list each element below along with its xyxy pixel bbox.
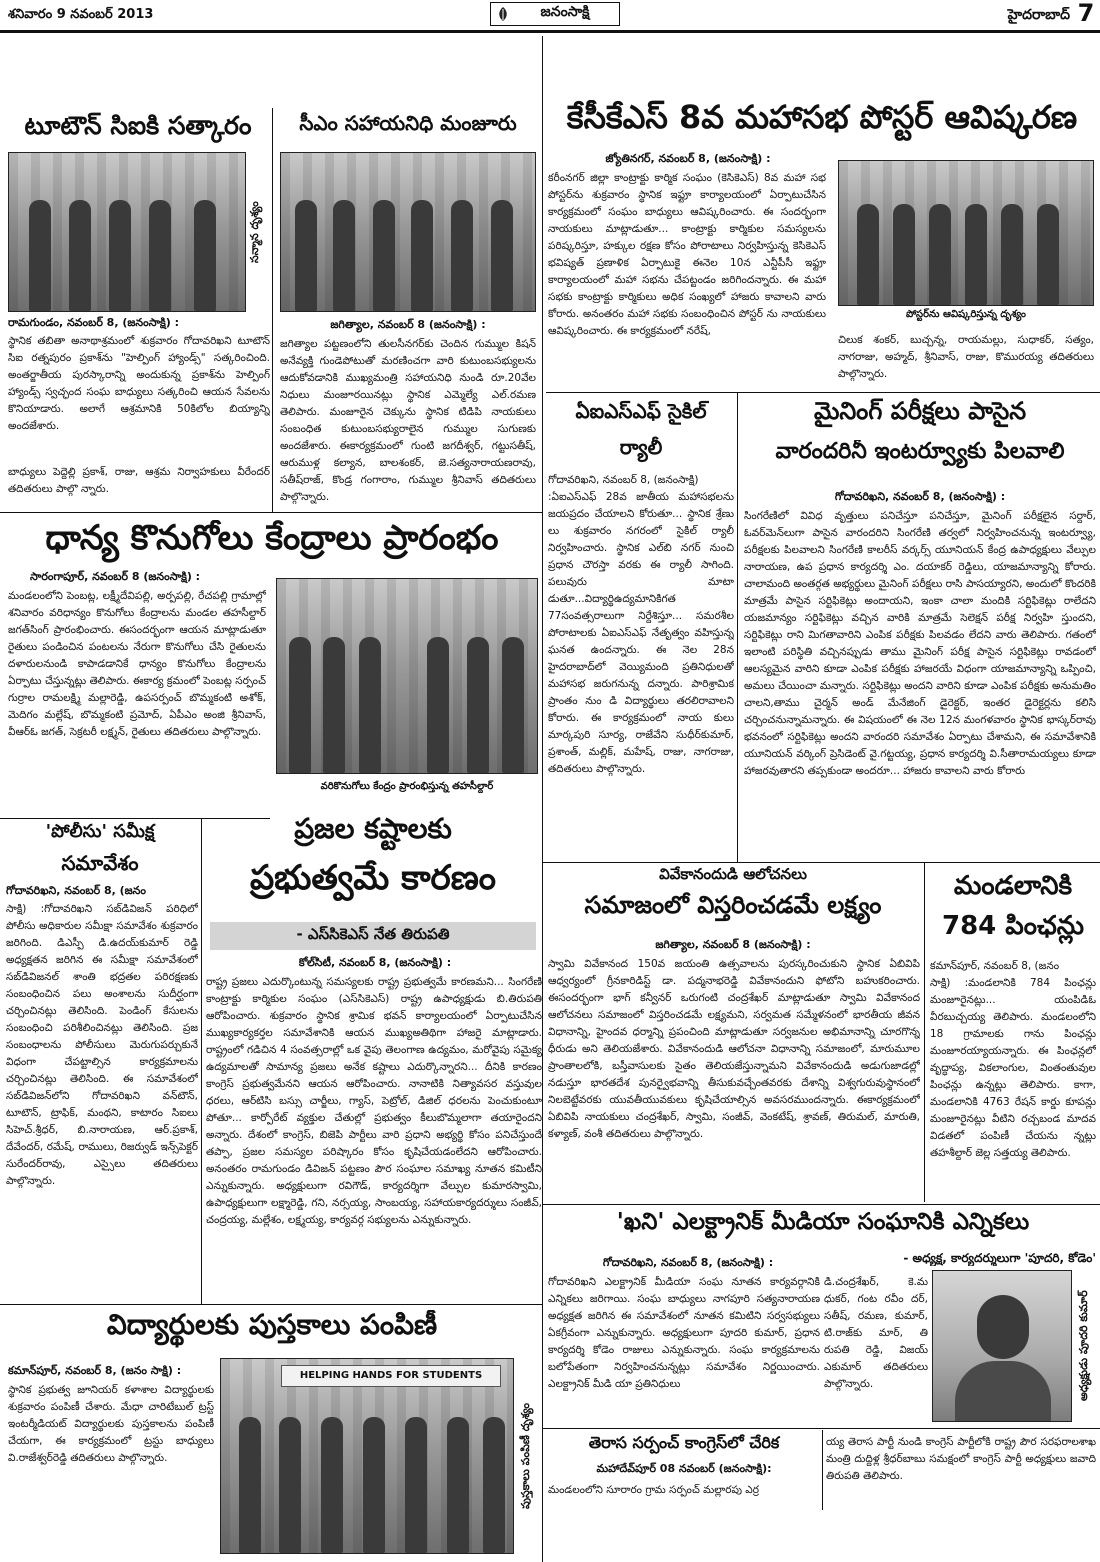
- a13-divider: [822, 1430, 823, 1510]
- a2-photo: [280, 152, 536, 312]
- a1-body: స్థానిక తబితా అనాథాశ్రమంలో శుక్రవారం గోదావరిఖని టూటౌన్ సిఐ రత్నపురం ప్రకాశ్‌ను "హెల్పింగ్ హ్యాండ్స్‌" సత్కరించింది. అంతర్జాతీయ పురస్కారాన్ని అందుకున్న ప్రకాశ్‌ను హెల్పింగ్ హ్యాండ్స్ స్వచ్ఛంద సంఘ బాధ్యులు సత్కరించి ఆయన సేవలను కొనియాడారు. అలాగే ఆశ్రమానికి 50కిలోల బియ్యాన్ని అందజేశారు.: [8, 335, 270, 432]
- a2-body: జగిత్యాల పట్టణంలోని తులసీనగర్‌కు చెందిన గుమ్ముల కిషన్ అనేవ్యక్తి గుండెపోటుతో మరణించగా వారి కుటుంబసభ్యులను ఆదుకోవడానికి ముఖ్యమంత్రి సహాయనిధి నుండి రూ.20వేల నిధులు మంజూరయినట్లు స్థానిక ఎమ్మెల్యే ఎల్.రమణ తెలిపారు. మంజూరైన చెక్కును స్థానిక టిడిపి నాయకులు సంబంధిత కుటుంబసభ్యురాలైన గుమ్ముల సుగుణకు అందజేశారు. ఈకార్యక్రమంలో గుంటి జగదీశ్వర్, గట్టుసతీష్, ఆరుముళ్ల కల్యాన, బాలశంకర్, జె.సత్యనారాయణరావు, సతీష్‌రాజ్, కొండ్ర గంగారాం, గుమ్ముల శ్రీనివాస్ తదితరులు పాల్గొన్నారు.: [280, 338, 536, 503]
- logo-leaf-icon: [495, 6, 511, 22]
- a13-body: మండలంలోని సూరారం గ్రామ సర్పంచ్ మల్లారపు ఎర్ర: [548, 1484, 760, 1496]
- a7-headline-line-2: సమావేశం: [61, 852, 139, 875]
- a3-bottom-rule: [546, 392, 1100, 393]
- a2-headline: సీఎం సహాయనిధి మంజూరు: [299, 112, 517, 135]
- a8-divider: [542, 862, 543, 1562]
- a7-divider: [201, 818, 202, 1304]
- a4-divider: [737, 392, 738, 862]
- a10-bottom-rule: [543, 1204, 1100, 1205]
- a6-dateline: సారంగాపూర్, నవంబర్ 8 (జనంసాక్షి) :: [30, 570, 201, 583]
- a6-photo-caption: వరికొనుగోలు కేంద్రం ప్రారంభిస్తున్న తహసీల్దార్: [320, 781, 494, 792]
- logo-text: జనంసాక్షి: [540, 5, 590, 20]
- masthead-logo: [490, 2, 620, 26]
- a10-headline-line-2: 784 పింఛన్లు: [941, 912, 1084, 941]
- a8-dateline: కోల్‌సిటీ, నవంబర్ 8, (జనంసాక్షి) :: [298, 956, 452, 969]
- a8-headline-line-1: ప్రజల కష్టాలకు: [294, 814, 452, 845]
- a11-bottom-rule: [543, 1428, 1100, 1429]
- a3-body-2: చిలుక శంకర్, బుచ్చన్న, రాయమల్లు, సుధాకర్, సత్యం, నాగరాజు, అహ్మద్, శ్రీనివాస్, రాజు, కొమురయ్య తదితరులు పాల్గొన్నారు.: [838, 334, 1094, 380]
- a7-dateline: గోదావరిఖని, నవంబర్ 8, (జనం: [6, 884, 146, 897]
- a11-body: గోదావరిఖని ఎలక్ట్రానిక్ మీడియా సంఘ నూతన కార్యవర్గానికి ఎన్నికలు జరిగాయి. సంఘ బాధ్యులు నాగపూరి సత్యనారాయణ అధ్యక్షత జరిగిన ఈ సమావేశంలో నూతన కమిటిని సర్వసభ్యులు ఏకగ్రీవంగా ఎన్నుకున్నారు. అధ్యక్షులుగా పూదరి కుమార్, ప్రధాన కార్యదర్శి కోడెం రాజులు ఎన్నుకున్నారు. సంఘ కార్యక్రమాలను బలోపేతంగా నిర్వహించనున్నట్లు సమావేశం నిర్ణయించారు. ఎలక్ట్రానిక్ మీడి యా ప్రతినిధులు: [548, 1276, 820, 1390]
- a9-headline: సమాజంలో విస్తరించడమే లక్ష్యం: [584, 892, 882, 919]
- a12-dateline: కమాన్‌పూర్, నవంబర్ 8, (జనం సాక్షి) :: [8, 1364, 182, 1377]
- a10-body: సాక్షి) :మండలానికి 784 పింఛన్లు మంజూరైనట్లు... యంపిడిఓ వీరబుచ్చయ్య తెలిపారు. మండలంలోని 18 గ్రామాలకు గాను పింఛన్లు మంజూరయ్యాయన్నారు. ఈ పింఛన్లలో వృద్ధాప్య, వికలాంగుల, వింతంతువుల పింఛన్లు ఉన్నట్లు తెలిపారు. కాగా, మండలానికి 4763 రేషన్ కార్డు కూపన్లు మంజూరైనట్లు వీటిని రచ్చబండ మాదవ విడతలో పంపిణీ చేయను న్నట్లు తహశీల్దార్ జెల్ల సత్తయ్య తెలిపారు.: [930, 977, 1096, 1159]
- a9-dateline: జగిత్యాల, నవంబర్ 8 (జనంసాక్షి) :: [655, 938, 811, 951]
- a8-headline-line-2: ప్రభుత్వమే కారణం: [249, 860, 497, 898]
- a4-body: :ఏఐఎస్ఎఫ్ 28వ జాతీయ మహాసభలను జయప్రదం చేయాలని కోరుతూ... స్థానిక శ్రేణు లు శుక్రవారం నగరంలో సైకిల్ ర్యాలీ నిర్వహించారు. స్థానిక ఎల్‌బి నగర్ నుంచి ప్రధాన చౌరస్తా వరకు ఈ ర్యాలీ సాగింది. పలువురు మాటా డుతూ...విద్యార్థిఉద్యమానికిగత 77సంవత్సరాలుగా నిర్దేశిస్తూ... సమరశీల పోరాటాలకు ఏఐఎస్ఎఫ్ నేతృత్వం వహిస్తున్న ఘనత ఉందన్నారు. ఈ నెల 28న హైదరాబాద్‌లో వెయ్యిమంది ప్రతినిధులతో మహాసభ జరుగనున్న దన్నారు. పారిశ్రామిక ప్రాంతం నుం డి విద్యార్థులు తరలిరావాలని కోరారు. ఈ కార్యక్రమంలో నాయ కులు మార్కపురి సూర్య, రాజేవేని సుధీర్‌కుమార్, ప్రశాంత్, మల్లిక్, మహేష్, రాజు, నాగరాజు, తదితరులు పాల్గొన్నారు.: [548, 491, 734, 775]
- page-number: 7: [1077, 0, 1095, 27]
- a1-photo: [8, 152, 246, 312]
- a8-body: రాష్ట్ర ప్రజలు ఎదుర్కొంటున్న సమస్యలకు రాష్ట్ర ప్రభుత్వమే కారణమని... సింగరేణి కాంట్రాక్టు కార్మికుల సంఘం (ఎస్‌సికెఎస్) రాష్ట్ర ఉపాధ్యక్షుడు బి.తిరుపతి ఆరోపించారు. శుక్రవారం స్థానిక శ్రామిక భవన్ కార్యాలయంలో ఏర్పాటుచేసిన ముఖ్యకార్యకర్తల సమావేశానికి ఆయన ముఖ్యఅతిథిగా హాజరై మాట్లాడారు. రాష్ట్రంలో గడిచిన 4 సంవత్సరాల్లో ఒక వైపు తెలంగాణ ఉద్యమం, మరోవైపు సమైక్య ఉద్యమాలతో సామాన్య ప్రజలు అనేక కష్టాలు ఎదుర్కొన్నారని... దీనికి కారణం కాంగ్రెస్ ప్రభుత్వమేనని ఆయన ఆరోపించారు. నానాటికి నిత్యావసర వస్తువుల ధరలు, ఆర్‌టిసి బస్సు చార్జీలు, గ్యాస్, పెట్రోల్, డిజిల్ ధరలను పెంచుకుంటూ పోతూ... కార్పోరేట్ వ్యక్తుల చేతుల్లో ప్రభుత్వం కీలుబొమ్మలాగా తయారైందని అన్నారు. దేశంలో కాంగ్రెస్, బిజెపి పార్టీలు వారి ప్రధాని అభ్యర్థి కోసం పనిచేస్తుందే తప్పా, ప్రజల సమస్యల పరిష్కారం కోసం కృషిచేయడంలేదని ఆరోపించారు. అనంతరం రామగుండం డివిజన్ పట్టణం పౌర సంఘాల సమాఖ్య నూతన కమిటీని ఎన్నుకున్నారు. అధ్యక్షులుగా రవిగౌడ్, కార్యదర్శిగా వేల్పుల కుమారస్వామి, ఉపాధ్యక్షులుగా లక్ష్మారెడ్డి, గని, నర్సయ్య, సాంబయ్య, సహాయకార్యదర్శులు సంజీవ్, చంద్రయ్య, మల్లేశం, లక్ష్మయ్య, కార్యవర్గ సభ్యులను ఎన్నుకున్నారు.: [206, 976, 542, 1226]
- a5-bottom-rule: [543, 862, 1100, 863]
- a9-body: స్వామి వివేకానంద 150వ జయంతి ఉత్సవాలను పురస్కరించుకుని స్థానిక ఏబివిపి ఆధ్వర్యంలో గ్రీనకారిడిస్ట్ డా. పద్మనాభరెడ్డి వివేకానందుని ఫోటోని బహుకరించారు. ఈసందర్భంగా భాగ్ కన్వీనర్ ఒరుగంటి చంద్రశేఖర్ మాట్లాడుతూ స్వామి వివేకానంద ఆలోచనలు సమాజంలో విస్తరించడమే లక్ష్యమని, సర్వమత సమ్మేళనంలో భారతీయ జీవన విధానాన్ని, హైందవ ధర్మాన్ని ప్రపంచింది మాట్లాడుతూ సర్వజనుల అభిమానాన్ని చూరగొన్న ధీరుడు అని తెలియజేశారు. వివేకానందుడి ఆలోచనా విధానాన్ని సమాజంలో, మారుమూల ప్రాంతాలలోకి, బస్తీవాసులకు సైతం తెలియజేస్తున్నామని వివేకానందుడి అడుగుజాడల్లో నడుస్తూ భారతదేశ పునర్వైభవాన్ని తీసుకువచ్చేంతవరకు దేశాన్ని విశ్వగురువుస్థానంలో నిలబెట్టేవరకు యువతీయువకులు కృషిచేయాల్సిన అవసరముందన్నారు. ఈకార్యక్రమంలో ఏబివిపి నాయకులు చంద్రశేఖర్, స్వామి, సంజీవ్, వెంకటేష్, శ్రావణ్, తిరుమల్, మారుతి, కళ్యాణ్, వంశీ తదితరులు పాల్గొన్నారు.: [548, 958, 920, 1140]
- a11-body-2: డి.చంద్రశేఖర్, కె.మ ధుకర్, గంట రవీం దర్, సతీష్, రమణ, కుమార్, టి.రాజ్‌కు మార్, తి రుపతి రెడ్డి, విజయ్ ఎకుమార్ తదితరులు పాల్గొన్నారు.: [824, 1276, 928, 1390]
- a7-body: సాక్షి) :గోదావరిఖని సబ్‌డివిజన్ పరిధిలో పోలీసు అధికారుల సమీక్షా సమావేశం శుక్రవారం జరిగింది. డిఎస్పీ డి.ఉదయ్‌కుమార్ రెడ్డి అధ్యక్షతన జరిగిన ఈ సమీక్షా సమావేశంలో సబ్‌డివిజనల్ శాంతి భద్రతల పరిరక్షణకు సంబంధించిన పలు అంశాలను సుదీర్ఘంగా చర్చించినట్లు తెలిసింది. పెండింగ్ కేసులను సంబంధించి పరిశీలించినట్లు తెలిసింది. ప్రజ సంబంధాలను పోలీసులు మెరుగుపర్చుకునే విధంగా చేపట్టాల్సిన కార్యక్రమాలను చర్చించినట్లు తెలిసింది. ఈ సమావేశంలో సబ్‌డివిజన్‌లోని గోదావరిఖని వన్‌టౌన్, టూటౌన్, ట్రాఫిక్, మంథని, కాటారం సిఐలు సిహెచ్.శ్రీధర్, బి.నారాయణ, ఆర్.ప్రకాశ్, దేవేందర్, రమేష్, రాములు, రిజర్వుడ్ ఇన్స్‌పెక్టర్ సురేందర్‌రావు, ఎస్సైలు తదితరులు పాల్గొన్నారు.: [6, 903, 198, 1187]
- a3-photo: [838, 160, 1094, 306]
- a7-headline-line-1: 'పోలీసు' సమీక్ష: [45, 822, 155, 842]
- a10-dateline: కమాన్‌పూర్, నవంబర్ 8, (జనం: [930, 960, 1060, 972]
- a6-headline: ధాన్య కొనుగోలు కేంద్రాలు ప్రారంభం: [45, 520, 499, 558]
- a1-photo-caption: సన్మాన దృశ్యం: [248, 201, 261, 263]
- a2-divider: [542, 36, 543, 864]
- a11-dateline: గోదావరిఖని, నవంబర్ 8, (జనంసాక్షి) :: [602, 1256, 774, 1269]
- edition-city: హైదరాబాద్: [1007, 7, 1070, 23]
- a1-dateline: రామగుండం, నవంబర్ 8, (జనంసాక్షి) :: [8, 316, 180, 329]
- a13-headline: తెరాస సర్పంచ్ కాంగ్రెస్‌లో చేరిక: [588, 1434, 780, 1452]
- a6-body: మండలంలోని పెంబట్ల, లక్ష్మీదేవిపల్లి, అర్పపల్లి, రేచపల్లి గ్రామాల్లో శనివారం వరిధాన్యం కొనుగోలు కేంద్రాలను మండల తహసీల్దార్ జగత్‌సింగ్ ప్రారంభించారు. ఈసందర్భంగా ఆయన మాట్లాడుతూ రైతులు పండించిన పంటలను నేరుగా కొనుగోలు చేసి రైతులను దళారులనుండి కాపాడడానికే ధాన్యం కొనుగోలు కేంద్రాలను ఏర్పాటు చేస్తున్నట్లు తెలిపారు. ఈకార్య క్రమంలో పెంబట్ల సర్పంచ్ గుర్రాల రామలక్ష్మి మల్లారెడ్డి, ఉపసర్పంచ్ బొమ్మకంటి అశోక్, మెదిగం మల్లేష్, బొమ్మకంటి ప్రమోద్, ఏపీఎం అంజి శ్రీనివాస్, వీఆర్‌ఓ జగత్, సెక్రటరీ లక్ష్మన్, రైతులు తదితరులు పాల్గొన్నారు.: [8, 590, 266, 738]
- a6-photo: [276, 578, 538, 774]
- a12-photo: [220, 1358, 514, 1554]
- a13-body-2: య్య తెరాస పార్టీ నుండి కాంగ్రెస్ పార్టీలోకి రాష్ట్ర పౌర సరఫరాలశాఖ మంత్రి దుద్దిళ్ల శ్రీధర్‌బాబు సమక్షంలో కాంగ్రెస్ పార్టీ అధ్యక్షులు జవాది తిరుపతి తెలిపారు.: [826, 1436, 1096, 1482]
- a1-divider: [272, 108, 273, 512]
- a4-dateline: గోదావరిఖని, నవంబర్ 8, (జనంసాక్షి): [548, 474, 699, 486]
- a1-body-2: బాధ్యులు పెద్దెల్లి ప్రకాశ్, రాజు, ఆశ్రమ నిర్వాహకులు వీరేందర్ తదితరులు పాల్గొ న్నారు.: [8, 466, 270, 495]
- a12-banner-text: HELPING HANDS FOR STUDENTS: [299, 1370, 483, 1381]
- a4-headline-line-1: ఏఐఎస్ఎఫ్ సైకిల్: [575, 400, 707, 423]
- a11-headline: 'ఖని' ఎలక్ట్రానిక్ మీడియా సంఘానికి ఎన్నికలు: [616, 1210, 1030, 1235]
- a10-headline-line-1: మండలానికి: [953, 872, 1073, 901]
- a12-photo-caption: పుస్తకాలు పంపిణీ దృశ్యం: [519, 1403, 532, 1509]
- a3-dateline: జ్యోతినగర్, నవంబర్ 8, (జనంసాక్షి) :: [605, 152, 771, 165]
- masthead-rule: [0, 30, 1100, 33]
- a12-headline: విద్యార్థులకు పుస్తకాలు పంపిణీ: [106, 1310, 438, 1341]
- a1-headline: టూటౌన్ సిఐకి సత్కారం: [24, 112, 252, 140]
- a11-photo-caption: అధ్యక్షుడు పూదరి కుమార్: [1077, 1290, 1090, 1402]
- a3-body: కరీంనగర్ జిల్లా కాంట్రాక్టు కార్మిక సంఘం (కెసికెఎస్) 8వ మహా సభ పోస్టర్‌ను శుక్రవారం స్థానిక ఇఫ్టూ కార్యాలయంలో ఏర్పాటుచేసిన కార్యక్రమంలో సంఘం బాధ్యులు ఆవిష్కరించారు. ఈ సందర్భంగా నాయకులు మాట్లాడుతూ... కాంట్రాక్టు కార్మికుల సమస్యలను పరిష్కరిస్తూ, హక్కుల రక్షణ కోసం పోరాటాలు నిర్వహిస్తున్న కెసికెఎస్ భవిష్యత్ ప్రణాళిక ఏర్పాటుకై ఈనెల 10న ఎన్టీపీసీ ఇఫ్టూ కార్యాలయంలో మహా సభను చేపట్టండం జరిగిందన్నారు. ఈ మహా సభకు కాంట్రాక్టు కార్మికులు అధిక సంఖ్యలో హాజరు కావాలని వారు కోరారు. అనంతరం మహా సభకు సంబంధించిన పోస్టర్ ను నాయకులు ఆవిష్కరించారు. ఈ కార్యక్రమంలో నరేష్,: [548, 172, 826, 337]
- a9-divider: [924, 862, 925, 1202]
- a3-headline: కేసీకేఎస్ 8వ మహాసభ పోస్టర్ ఆవిష్కరణ: [566, 100, 1078, 136]
- lower-left-block-rule: [0, 1304, 542, 1305]
- a5-body: సింగరేణిలో వివిధ వృత్తులు పనిచేస్తూ పనిచేస్తూ, మైనింగ్ పరీక్షలైన సర్దార్, ఓవర్‌మెన్‌లుగా పాసైన వారందరిని సింగరేణి తర్వలో నిర్వహించనున్న ఇంటర్వ్యూ, పరీక్షలకు పిలవాలని సింగరేణి కాలరీస్ వర్కర్స్ యూనియన్ కేంద్ర ఉపాధ్యక్షులు వేల్పుల నారాయణ, ఉప ప్రధాన కార్యదర్శి ఎం. దయాకర్ రెడ్డిలు, యాజమాన్యాన్ని కోరారు. చాలామంది అంతర్గత అభ్యర్థులు మైనింగ్ పరీక్షలు రాసి పాసయ్యారని, అందులో కొందరికి మాత్రమే పాసైన సర్టిఫికెట్లు అందాయని, ఇంకా చాలా మందికి సర్టిఫికెట్లు రాలేదని యజమాన్యం సర్టిఫికెట్లు వచ్చిన వారికి మాత్రమే సెలెక్షన్ పరీక్ష నిర్వహి స్తుందని, సర్టిఫికెట్లు రాని మిగతావారిని ఎంపిక పరీక్షకు పిలవడం లేదని వారు తెలిపారు. గతంలో ఇలాంటి పరిస్థితి వచ్చినప్పుడు తాము మైనింగ్ పరీక్ష పాసైన సర్టిఫికెట్లు రావడంలో ఆలస్యమైన వారిని కూడా ఎంపిక పరీక్షకు హాజరయే విధంగా యాజమాన్యాన్ని ఒప్పించి, అమలు చేయించా మన్నారు. సర్టిఫికెట్లు అందని వారిని కూడా ఎంపిక పరీక్షకు అనుమతిం చాలని,తాము చైర్మన్ అండ్ మేనేజింగ్ డైరెక్టర్, ఇంతర డైరెక్టర్లను కలిసి చర్చించనున్నామన్నారు. ఈ విషయంలో ఈ నెల 12న మంగళవారం స్థానిక భాస్కర్‌రావు భవనంలో సర్టిఫికెట్లు అందని వారందరి సమావేశం ఏర్పాటు చేశామని, ఈ సమావేశానికి యూనియన్ వర్కింగ్ ప్రెసిడెంట్ వై.గట్టయ్య, ప్రధాన కార్యదర్శి వి.సీతారామయ్యలు కూడా హాజరవుతారని తప్పకుండా అందరూ... హాజరు కావాలని వారు కోరారు: [744, 510, 1096, 777]
- issue-date: శనివారం 9 నవంబర్ 2013: [8, 7, 154, 22]
- top-left-block-rule: [0, 512, 542, 513]
- a3-photo-caption: పోస్టర్‌ను ఆవిష్కరిస్తున్న దృశ్యం: [905, 309, 1027, 320]
- a11-portrait-photo: [932, 1270, 1072, 1422]
- a5-headline-line-1: మైనింగ్ పరీక్షలు పాసైన: [813, 398, 1027, 425]
- a2-dateline: జగిత్యాల, నవంబర్ 8 (జనంసాక్షి) :: [330, 318, 486, 331]
- a8-subhead: - ఎస్‌సికెఎస్ నేత తిరుపతి: [296, 926, 450, 943]
- a4-headline-line-2: ర్యాలీ: [619, 436, 663, 459]
- a9-kicker: వివేకానందుడి ఆలోచనలు: [659, 866, 807, 883]
- a11-subhead: - అధ్యక్ష, కార్యదర్శులుగా 'పూదరి, కోడెం': [903, 1251, 1096, 1265]
- a5-headline-line-2: వారందరినీ ఇంటర్వ్యూకు పిలవాలి: [775, 440, 1065, 464]
- a12-body: స్థానిక ప్రభుత్వ జూనియర్ కళాశాల విద్యార్థులకు శుక్రవారం పంపిణీ చేశారు. మేధా చారిటేబుల్ ట్రస్ట్ ఇంటర్మీడియట్ విద్యార్థులకు పుస్తకాలను పంపిణీ చేయగా, ఈ కార్యక్రమంలో ట్రస్టు బాధ్యులు వి.రాజేశ్వర్‌రెడ్డి తదితరులు పాల్గొన్నారు.: [8, 1384, 214, 1464]
- a5-dateline: గోదావరిఖని, నవంబర్ 8, (జనంసాక్షి) :: [834, 490, 1006, 503]
- a13-dateline: మహాదేవ్‌పూర్ 08 నవంబర్ (జనంసాక్షి):: [596, 1462, 772, 1475]
